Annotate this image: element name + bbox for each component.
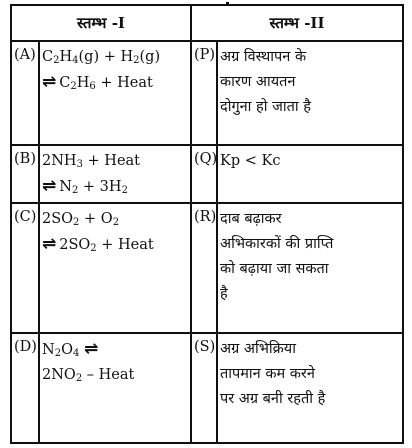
statement-q: Kp < Kc [217, 145, 403, 203]
table-row-c [11, 203, 403, 333]
reaction-b: $2NH_3$ + Heat ⇌ $N_2 + 3H_2$ [39, 145, 191, 203]
option-label-s: (S) [191, 333, 217, 443]
statement-r: दाब बढ़ाकर अभिकारकों की प्राप्ति को बढ़ाया जा सकता है [217, 203, 403, 333]
equilibrium-arrow-icon: ⇌ [83, 339, 99, 359]
equilibrium-arrow-icon: ⇌ [42, 72, 57, 92]
reaction-d: $N_2O_4$ ⇌ $2NO_2$ – Heat [39, 333, 191, 443]
row-label-d: (D) [11, 333, 39, 443]
match-the-column-table [10, 4, 402, 440]
option-label-q: (Q) [191, 145, 217, 203]
option-label-p: (P) [191, 41, 217, 145]
row-label-c: (C) [11, 203, 39, 333]
reaction-c: $2SO_2 + O_2$ ⇌ $2SO_2$ + Heat [39, 203, 191, 333]
equilibrium-arrow-icon: ⇌ [42, 176, 57, 196]
table-row-a [11, 41, 403, 145]
table-row-d [11, 333, 403, 443]
row-label-a: (A) [11, 41, 39, 145]
column-2-header: स्तम्भ -II [191, 5, 403, 41]
table-row-b [11, 145, 403, 203]
statement-s: अग्र अभिक्रिया तापमान कम करने पर अग्र बनी रहती है [217, 333, 403, 443]
column-1-header: स्तम्भ -I [11, 5, 191, 41]
statement-p: अग्र विस्थापन के कारण आयतन दोगुना हो जाता है [217, 41, 403, 145]
reaction-a: $C_2H_4(g) + H_2(g)$ ⇌ $C_2H_6$ + Heat [39, 41, 191, 145]
row-label-b: (B) [11, 145, 39, 203]
equilibrium-arrow-icon: ⇌ [42, 234, 57, 254]
option-label-r: (R) [191, 203, 217, 333]
